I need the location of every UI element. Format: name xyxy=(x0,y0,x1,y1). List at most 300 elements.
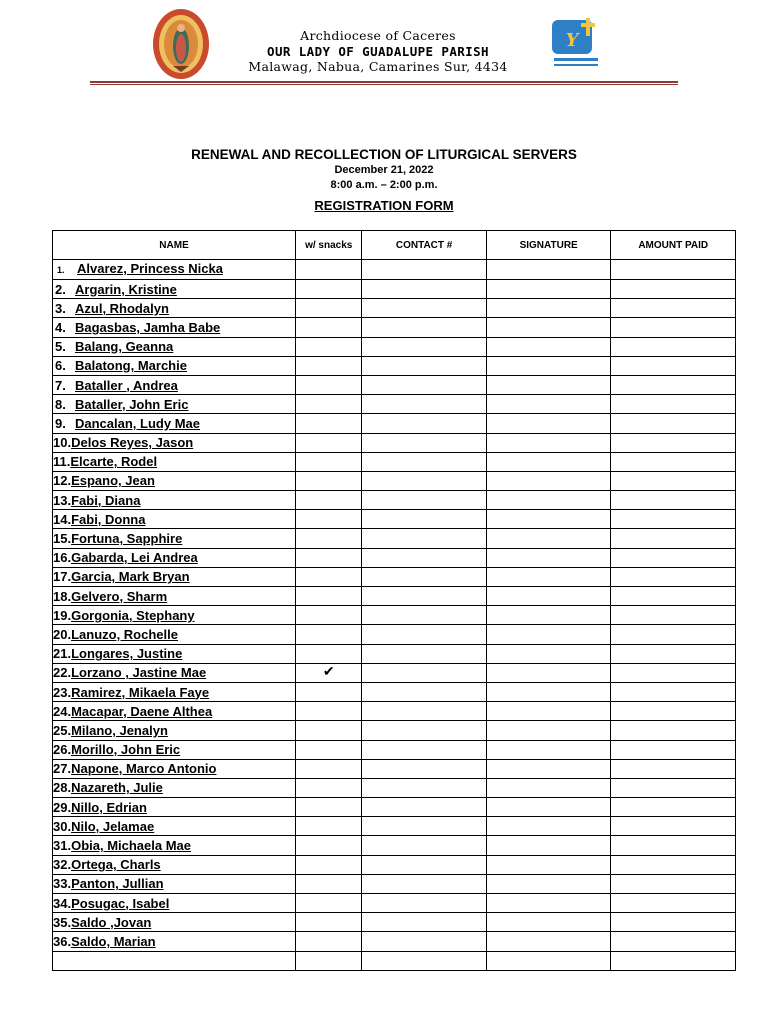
row-number: 14. xyxy=(53,511,72,527)
snacks-cell[interactable] xyxy=(296,874,362,893)
snacks-cell[interactable] xyxy=(296,337,362,356)
event-title: RENEWAL AND RECOLLECTION OF LITURGICAL SERVERS xyxy=(191,147,577,162)
contact-cell[interactable] xyxy=(362,318,487,337)
snacks-cell[interactable] xyxy=(296,740,362,759)
server-name: Ramirez, Mikaela Faye xyxy=(71,684,210,700)
row-number: 17. xyxy=(53,569,72,585)
table-row xyxy=(53,567,736,586)
table-row xyxy=(53,606,736,625)
table-row xyxy=(53,894,736,913)
server-name: Elcarte, Rodel xyxy=(70,454,158,470)
name-cell xyxy=(53,836,296,855)
amount-paid-cell[interactable] xyxy=(611,644,736,663)
server-name: Milano, Jenalyn xyxy=(71,722,168,738)
amount-paid-cell[interactable] xyxy=(611,414,736,433)
amount-paid-cell[interactable] xyxy=(611,798,736,817)
row-number: 23. xyxy=(53,684,72,700)
contact-cell[interactable] xyxy=(362,951,487,970)
table-row xyxy=(53,491,736,510)
snacks-cell[interactable] xyxy=(296,625,362,644)
signature-cell[interactable] xyxy=(486,529,611,548)
snacks-cell[interactable] xyxy=(296,951,362,970)
server-name: Nilo, Jelamae xyxy=(71,818,155,834)
name-cell xyxy=(53,606,296,625)
row-number: 16. xyxy=(53,550,72,566)
table-row xyxy=(53,548,736,567)
amount-paid-cell[interactable] xyxy=(611,702,736,721)
server-name: Morillo, John Eric xyxy=(71,742,181,758)
row-number: 6. xyxy=(55,358,66,374)
signature-cell[interactable] xyxy=(486,663,611,682)
signature-cell[interactable] xyxy=(486,644,611,663)
amount-paid-cell[interactable] xyxy=(611,510,736,529)
server-name: Gorgonia, Stephany xyxy=(71,607,195,623)
table-row xyxy=(53,299,736,318)
row-number: 35. xyxy=(53,914,72,930)
server-name: Nillo, Edrian xyxy=(71,799,147,815)
name-cell xyxy=(53,759,296,778)
row-number: 12. xyxy=(53,473,72,489)
contact-cell[interactable] xyxy=(362,702,487,721)
parish-seal-logo xyxy=(152,8,210,80)
name-cell xyxy=(53,356,296,375)
row-number: 20. xyxy=(53,626,72,642)
row-number: 19. xyxy=(53,607,72,623)
table-row xyxy=(53,587,736,606)
server-name: Delos Reyes, Jason xyxy=(71,435,194,451)
table-row xyxy=(53,932,736,951)
signature-cell[interactable] xyxy=(486,778,611,797)
snacks-cell[interactable] xyxy=(296,836,362,855)
contact-cell[interactable] xyxy=(362,587,487,606)
server-name: Longares, Justine xyxy=(71,646,183,662)
letterhead xyxy=(0,0,768,90)
amount-paid-cell[interactable] xyxy=(611,759,736,778)
snacks-cell[interactable] xyxy=(296,913,362,932)
snacks-cell[interactable] xyxy=(296,606,362,625)
amount-paid-cell[interactable] xyxy=(611,721,736,740)
table-row xyxy=(53,260,736,280)
server-name: Nazareth, Julie xyxy=(71,780,163,796)
table-row xyxy=(53,433,736,452)
row-number: 22. xyxy=(53,665,72,681)
server-name: Gabarda, Lei Andrea xyxy=(71,550,198,566)
server-name: Obia, Michaela Mae xyxy=(71,838,192,854)
amount-paid-cell[interactable] xyxy=(611,663,736,682)
table-row xyxy=(53,855,736,874)
table-row xyxy=(53,874,736,893)
signature-cell[interactable] xyxy=(486,855,611,874)
amount-paid-cell[interactable] xyxy=(611,836,736,855)
contact-cell[interactable] xyxy=(362,759,487,778)
row-number: 2. xyxy=(55,281,66,297)
name-cell xyxy=(53,337,296,356)
table-row xyxy=(53,375,736,394)
server-name: Gelvero, Sharm xyxy=(71,588,168,604)
table-row xyxy=(53,471,736,490)
contact-cell[interactable] xyxy=(362,510,487,529)
signature-cell[interactable] xyxy=(486,337,611,356)
table-row xyxy=(53,529,736,548)
table-row xyxy=(53,452,736,471)
server-name: Garcia, Mark Bryan xyxy=(71,569,190,585)
row-number: 24. xyxy=(53,703,72,719)
amount-paid-cell[interactable] xyxy=(611,874,736,893)
signature-cell[interactable] xyxy=(486,625,611,644)
table-row xyxy=(53,663,736,682)
signature-cell[interactable] xyxy=(486,395,611,414)
amount-paid-cell[interactable] xyxy=(611,356,736,375)
snacks-cell[interactable] xyxy=(296,414,362,433)
name-cell xyxy=(53,510,296,529)
server-name: Alvarez, Princess Nicka xyxy=(77,261,223,276)
snacks-cell[interactable] xyxy=(296,798,362,817)
signature-cell[interactable] xyxy=(486,894,611,913)
name-cell xyxy=(53,740,296,759)
signature-cell[interactable] xyxy=(486,471,611,490)
contact-cell[interactable] xyxy=(362,337,487,356)
name-cell xyxy=(53,414,296,433)
table-row xyxy=(53,836,736,855)
row-number: 36. xyxy=(53,933,72,949)
snacks-cell[interactable] xyxy=(296,932,362,951)
contact-cell[interactable] xyxy=(362,894,487,913)
table-row xyxy=(53,625,736,644)
signature-cell[interactable] xyxy=(486,356,611,375)
col-header-snacks: w/ snacks xyxy=(296,231,362,260)
table-row xyxy=(53,318,736,337)
snacks-cell[interactable]: ✔ xyxy=(296,663,362,682)
name-cell xyxy=(53,702,296,721)
snacks-cell[interactable] xyxy=(296,644,362,663)
row-number: 7. xyxy=(55,377,66,393)
table-body xyxy=(53,260,736,971)
amount-paid-cell[interactable] xyxy=(611,548,736,567)
contact-cell[interactable] xyxy=(362,817,487,836)
snacks-cell[interactable] xyxy=(296,510,362,529)
table-row xyxy=(53,682,736,701)
row-number: 21. xyxy=(53,646,72,662)
contact-cell[interactable] xyxy=(362,433,487,452)
snacks-cell[interactable] xyxy=(296,356,362,375)
contact-cell[interactable] xyxy=(362,452,487,471)
table-row xyxy=(53,395,736,414)
contact-cell[interactable] xyxy=(362,548,487,567)
name-cell xyxy=(53,318,296,337)
snacks-cell[interactable] xyxy=(296,567,362,586)
snacks-cell[interactable] xyxy=(296,452,362,471)
row-number: 13. xyxy=(53,492,72,508)
header-rule xyxy=(90,81,678,83)
contact-cell[interactable] xyxy=(362,280,487,299)
col-header-contact: CONTACT # xyxy=(362,231,487,260)
row-number: 33. xyxy=(53,876,72,892)
signature-cell[interactable] xyxy=(486,682,611,701)
table-row xyxy=(53,740,736,759)
contact-cell[interactable] xyxy=(362,606,487,625)
table-row xyxy=(53,702,736,721)
amount-paid-cell[interactable] xyxy=(611,951,736,970)
signature-cell[interactable] xyxy=(486,721,611,740)
amount-paid-cell[interactable] xyxy=(611,913,736,932)
contact-cell[interactable] xyxy=(362,375,487,394)
amount-paid-cell[interactable] xyxy=(611,433,736,452)
snacks-cell[interactable] xyxy=(296,280,362,299)
amount-paid-cell[interactable] xyxy=(611,471,736,490)
contact-cell[interactable] xyxy=(362,471,487,490)
name-cell xyxy=(53,529,296,548)
name-cell xyxy=(53,817,296,836)
contact-cell[interactable] xyxy=(362,567,487,586)
row-number: 8. xyxy=(55,396,66,412)
row-number: 1. xyxy=(57,265,65,275)
amount-paid-cell[interactable] xyxy=(611,587,736,606)
snacks-cell[interactable] xyxy=(296,491,362,510)
contact-cell[interactable] xyxy=(362,836,487,855)
col-header-signature: SIGNATURE xyxy=(486,231,611,260)
table-row xyxy=(53,951,736,970)
server-name: Saldo, Marian xyxy=(71,933,156,949)
amount-paid-cell[interactable] xyxy=(611,625,736,644)
signature-cell[interactable] xyxy=(486,759,611,778)
snacks-cell[interactable] xyxy=(296,855,362,874)
amount-paid-cell[interactable] xyxy=(611,337,736,356)
signature-cell[interactable] xyxy=(486,510,611,529)
name-cell xyxy=(53,567,296,586)
server-name: Ortega, Charls xyxy=(71,857,161,873)
snacks-cell[interactable] xyxy=(296,759,362,778)
amount-paid-cell[interactable] xyxy=(611,778,736,797)
signature-cell[interactable] xyxy=(486,433,611,452)
row-number: 15. xyxy=(53,531,72,547)
snacks-cell[interactable] xyxy=(296,721,362,740)
row-number: 18. xyxy=(53,588,72,604)
row-number: 11. xyxy=(53,454,71,470)
server-name: Bataller, John Eric xyxy=(75,396,189,412)
amount-paid-cell[interactable] xyxy=(611,894,736,913)
amount-paid-cell[interactable] xyxy=(611,318,736,337)
server-name: Espano, Jean xyxy=(71,473,155,489)
server-name: Macapar, Daene Althea xyxy=(71,703,213,719)
server-name: Lanuzo, Rochelle xyxy=(71,626,178,642)
parish-address: Malawag, Nabua, Camarines Sur, 4434 xyxy=(248,59,508,74)
server-name: Fabi, Donna xyxy=(71,511,146,527)
signature-cell[interactable] xyxy=(486,280,611,299)
server-name: Panton, Jullian xyxy=(71,876,164,892)
snacks-cell[interactable] xyxy=(296,433,362,452)
contact-cell[interactable] xyxy=(362,644,487,663)
name-cell xyxy=(53,375,296,394)
event-time: 8:00 a.m. – 2:00 p.m. xyxy=(330,179,438,191)
contact-cell[interactable] xyxy=(362,721,487,740)
amount-paid-cell[interactable] xyxy=(611,567,736,586)
signature-cell[interactable] xyxy=(486,491,611,510)
contact-cell[interactable] xyxy=(362,740,487,759)
svg-text:Y: Y xyxy=(565,30,579,51)
registration-table xyxy=(52,230,736,971)
table-row xyxy=(53,759,736,778)
signature-cell[interactable] xyxy=(486,951,611,970)
server-name: Fabi, Diana xyxy=(71,492,141,508)
signature-cell[interactable] xyxy=(486,702,611,721)
contact-cell[interactable] xyxy=(362,529,487,548)
signature-cell[interactable] xyxy=(486,932,611,951)
row-number: 28. xyxy=(53,780,72,796)
amount-paid-cell[interactable] xyxy=(611,682,736,701)
amount-paid-cell[interactable] xyxy=(611,260,736,280)
table-row xyxy=(53,913,736,932)
snacks-cell[interactable] xyxy=(296,395,362,414)
table-row xyxy=(53,798,736,817)
amount-paid-cell[interactable] xyxy=(611,855,736,874)
contact-cell[interactable] xyxy=(362,932,487,951)
server-name: Balatong, Marchie xyxy=(75,358,187,374)
snacks-cell[interactable] xyxy=(296,894,362,913)
contact-cell[interactable] xyxy=(362,299,487,318)
amount-paid-cell[interactable] xyxy=(611,529,736,548)
form-title-block xyxy=(0,146,768,215)
signature-cell[interactable] xyxy=(486,817,611,836)
contact-cell[interactable] xyxy=(362,778,487,797)
signature-cell[interactable] xyxy=(486,318,611,337)
name-cell xyxy=(53,951,296,970)
name-cell xyxy=(53,663,296,682)
snacks-cell[interactable] xyxy=(296,817,362,836)
signature-cell[interactable] xyxy=(486,452,611,471)
signature-cell[interactable] xyxy=(486,606,611,625)
name-cell xyxy=(53,395,296,414)
table-row xyxy=(53,644,736,663)
snacks-cell[interactable] xyxy=(296,318,362,337)
contact-cell[interactable] xyxy=(362,663,487,682)
contact-cell[interactable] xyxy=(362,356,487,375)
name-cell xyxy=(53,778,296,797)
name-cell xyxy=(53,913,296,932)
signature-cell[interactable] xyxy=(486,548,611,567)
signature-cell[interactable] xyxy=(486,587,611,606)
name-cell xyxy=(53,894,296,913)
contact-cell[interactable] xyxy=(362,855,487,874)
event-date: December 21, 2022 xyxy=(334,164,434,176)
snacks-cell[interactable] xyxy=(296,682,362,701)
snacks-cell[interactable] xyxy=(296,587,362,606)
server-name: Saldo ,Jovan xyxy=(71,914,152,930)
amount-paid-cell[interactable] xyxy=(611,299,736,318)
snacks-cell[interactable] xyxy=(296,778,362,797)
contact-cell[interactable] xyxy=(362,874,487,893)
server-name: Bagasbas, Jamha Babe xyxy=(75,319,221,335)
row-number: 27. xyxy=(53,761,72,777)
row-number: 4. xyxy=(55,319,66,335)
row-number: 32. xyxy=(53,857,72,873)
server-name: Argarin, Kristine xyxy=(75,281,177,297)
header-rule-thin xyxy=(90,84,678,85)
server-name: Balang, Geanna xyxy=(75,339,174,355)
contact-cell[interactable] xyxy=(362,395,487,414)
snacks-cell[interactable] xyxy=(296,548,362,567)
server-name: Azul, Rhodalyn xyxy=(75,300,169,316)
row-number: 5. xyxy=(55,339,66,355)
amount-paid-cell[interactable] xyxy=(611,280,736,299)
snacks-cell[interactable] xyxy=(296,529,362,548)
server-name: Dancalan, Ludy Mae xyxy=(75,415,200,431)
signature-cell[interactable] xyxy=(486,874,611,893)
table-row xyxy=(53,817,736,836)
signature-cell[interactable] xyxy=(486,913,611,932)
form-title: REGISTRATION FORM xyxy=(314,198,454,213)
server-name: Posugac, Isabel xyxy=(71,895,170,911)
amount-paid-cell[interactable] xyxy=(611,932,736,951)
table-row xyxy=(53,778,736,797)
name-cell xyxy=(53,299,296,318)
row-number: 31. xyxy=(53,838,72,854)
name-cell xyxy=(53,625,296,644)
name-cell xyxy=(53,471,296,490)
signature-cell[interactable] xyxy=(486,414,611,433)
contact-cell[interactable] xyxy=(362,798,487,817)
contact-cell[interactable] xyxy=(362,260,487,280)
amount-paid-cell[interactable] xyxy=(611,817,736,836)
name-cell xyxy=(53,587,296,606)
amount-paid-cell[interactable] xyxy=(611,740,736,759)
signature-cell[interactable] xyxy=(486,798,611,817)
name-cell xyxy=(53,280,296,299)
table-row xyxy=(53,414,736,433)
amount-paid-cell[interactable] xyxy=(611,606,736,625)
signature-cell[interactable] xyxy=(486,299,611,318)
contact-cell[interactable] xyxy=(362,682,487,701)
col-header-amount-paid: AMOUNT PAID xyxy=(611,231,736,260)
signature-cell[interactable] xyxy=(486,836,611,855)
row-number: 10. xyxy=(53,435,72,451)
snacks-cell[interactable] xyxy=(296,375,362,394)
name-cell xyxy=(53,452,296,471)
table-row xyxy=(53,356,736,375)
table-header-row xyxy=(53,231,736,260)
amount-paid-cell[interactable] xyxy=(611,395,736,414)
table-row xyxy=(53,510,736,529)
server-name: Napone, Marco Antonio xyxy=(71,761,217,777)
col-header-name: NAME xyxy=(53,231,296,260)
signature-cell[interactable] xyxy=(486,260,611,280)
server-name: Bataller , Andrea xyxy=(75,377,178,393)
table-row xyxy=(53,337,736,356)
name-cell xyxy=(53,721,296,740)
name-cell xyxy=(53,682,296,701)
signature-cell[interactable] xyxy=(486,375,611,394)
signature-cell[interactable] xyxy=(486,740,611,759)
contact-cell[interactable] xyxy=(362,414,487,433)
table-row xyxy=(53,721,736,740)
amount-paid-cell[interactable] xyxy=(611,452,736,471)
row-number: 25. xyxy=(53,722,72,738)
amount-paid-cell[interactable] xyxy=(611,491,736,510)
snacks-cell[interactable] xyxy=(296,471,362,490)
signature-cell[interactable] xyxy=(486,567,611,586)
name-cell xyxy=(53,433,296,452)
name-cell xyxy=(53,932,296,951)
row-number: 34. xyxy=(53,895,72,911)
snacks-cell[interactable] xyxy=(296,702,362,721)
amount-paid-cell[interactable] xyxy=(611,375,736,394)
row-number: 30. xyxy=(53,818,72,834)
snacks-cell[interactable] xyxy=(296,299,362,318)
contact-cell[interactable] xyxy=(362,625,487,644)
contact-cell[interactable] xyxy=(362,913,487,932)
contact-cell[interactable] xyxy=(362,491,487,510)
server-name: Lorzano , Jastine Mae xyxy=(71,665,207,681)
snacks-cell[interactable] xyxy=(296,260,362,280)
